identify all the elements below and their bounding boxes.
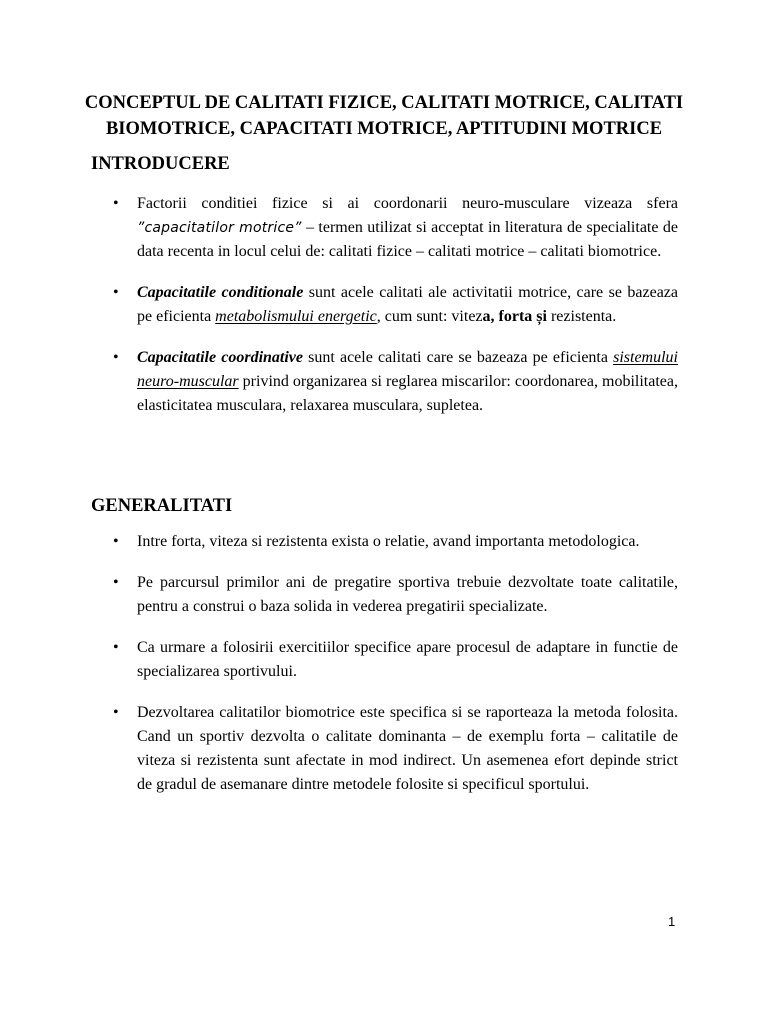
- list-item: • Pe parcursul primilor ani de pregatire sportiva trebuie dezvoltate toate calitatile, pentru a construi o baza solida in vederea pregatirii specializate.: [0, 571, 768, 619]
- underlined-term: metabolismului energetic: [215, 308, 377, 325]
- list-item: • Capacitatile conditionale sunt acele calitati ale activitatii motrice, care se bazeaza pe eficienta metabolismului energetic, cum sunt: viteza, forta și rezistenta.: [0, 281, 768, 329]
- list-item: • Dezvoltarea calitatilor biomotrice este specifica si se raporteaza la metoda folosita. Cand un sportiv dezvolta o calitate dominanta – de exemplu forta – calitatile de viteza si rezistenta sunt afectate in mod indirect. Un asemenea efort depinde strict de gradul de asemanare dintre metodele folosite si specificul sportului.: [0, 701, 768, 797]
- bullet-icon: •: [113, 574, 119, 591]
- bullet-icon: •: [113, 349, 119, 366]
- title-line-2: BIOMOTRICE, CAPACITATI MOTRICE, APTITUDINI MOTRICE: [105, 119, 663, 139]
- bullet-icon: •: [113, 533, 119, 550]
- underlined-term: sistemului neuro-muscular: [137, 349, 678, 390]
- title-line-1: CONCEPTUL DE CALITATI FIZICE, CALITATI MOTRICE, CALITATI: [84, 93, 684, 113]
- heading-generalitati: GENERALITATI: [91, 496, 233, 516]
- list-generalitati: [0, 530, 768, 814]
- heading-introducere: INTRODUCERE: [91, 154, 230, 174]
- term-capacitatile-conditionale: Capacitatile conditionale: [137, 284, 304, 301]
- bullet-icon: •: [113, 284, 119, 301]
- list-introducere: [0, 192, 768, 435]
- bullet-icon: •: [113, 195, 119, 212]
- page-number: 1: [668, 914, 676, 929]
- list-item: • Intre forta, viteza si rezistenta exista o relatie, avand importanta metodologica.: [0, 530, 768, 554]
- list-item: • Ca urmare a folosirii exercitiilor specifice apare procesul de adaptare in functie de specializarea sportivului.: [0, 636, 768, 684]
- term-capacitatile-coordinative: Capacitatile coordinative: [137, 349, 304, 366]
- bullet-icon: •: [113, 704, 119, 721]
- document-title: [60, 90, 708, 142]
- quoted-term: ”capacitatilor motrice”: [137, 220, 302, 236]
- list-item: • Factorii conditiei fizice si ai coordonarii neuro-musculare vizeaza sfera ”capacitatilor motrice” – termen utilizat si acceptat in literatura de specialitate de data recenta in locul celui de: calitati fizice – calitati motrice – calitati biomotrice.: [0, 192, 768, 264]
- list-item: • Capacitatile coordinative sunt acele calitati care se bazeaza pe eficienta sistemului neuro-muscular privind organizarea si reglarea miscarilor: coordonarea, mobilitatea, elasticitatea musculara, relaxarea musculara, supletea.: [0, 346, 768, 418]
- bullet-icon: •: [113, 639, 119, 656]
